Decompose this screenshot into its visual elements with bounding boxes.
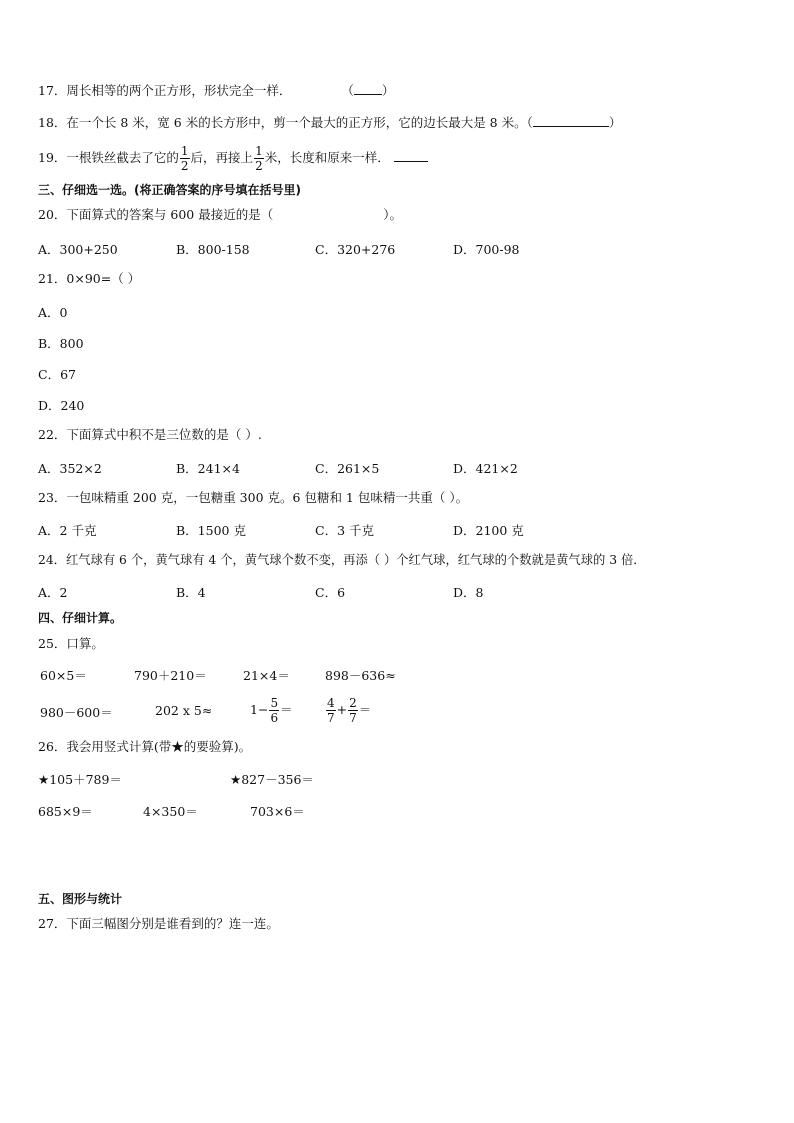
question-27: 27．下面三幅图分别是谁看到的？连一连。 — [38, 916, 279, 931]
vertical-calc-4: 4×350＝ — [143, 804, 198, 819]
q24-option-a[interactable]: A．2 — [38, 585, 68, 600]
oral-calc-8: $\frac{4}{7}$ + $\frac{2}{7}$ ＝ — [327, 696, 372, 725]
q24-option-b[interactable]: B．4 — [176, 585, 206, 600]
q20-option-a[interactable]: A．300+250 — [38, 242, 118, 257]
fraction-five-sixths: $\frac{5}{6}$ — [270, 696, 279, 725]
oral-calc-3: 21×4＝ — [243, 668, 290, 683]
q20-option-c[interactable]: C．320+276 — [315, 242, 396, 257]
oral-calc-6: 202 x 5≈ — [155, 703, 213, 718]
section-3-title: 三、仔细选一选。(将正确答案的序号填在括号里) — [38, 183, 301, 197]
oral-calc-2: 790＋210＝ — [134, 668, 207, 683]
q20-option-b[interactable]: B．800-158 — [176, 242, 250, 257]
fraction-one-half: $\frac{1}{2}$ — [255, 144, 263, 173]
question-19: 19．一根铁丝截去了它的 $\frac{1}{2}$ 后，再接上 $\frac{1}{2}$ 米，长度和原来一样． — [38, 142, 428, 174]
oral-calc-5: 980－600＝ — [40, 705, 113, 720]
question-21: 21．0×90=（ ） — [38, 271, 141, 286]
q23-option-b[interactable]: B．1500 克 — [176, 523, 246, 538]
question-22: 22．下面算式中积不是三位数的是（ ）. — [38, 427, 262, 442]
vertical-calc-3: 685×9＝ — [38, 804, 93, 819]
vertical-calc-1: ★105＋789＝ — [38, 772, 122, 787]
oral-calc-1: 60×5＝ — [40, 668, 87, 683]
q22-option-b[interactable]: B．241×4 — [176, 461, 240, 476]
q23-option-c[interactable]: C．3 千克 — [315, 523, 374, 538]
oral-calc-4: 898－636≈ — [325, 668, 396, 683]
q22-option-d[interactable]: D．421×2 — [453, 461, 518, 476]
q21-option-a[interactable]: A．0 — [38, 305, 68, 320]
question-24: 24．红气球有 6 个，黄气球有 4 个，黄气球个数不变，再添（ ）个红气球，红气球的个数就是黄气球的 3 倍． — [38, 553, 646, 567]
answer-blank-18[interactable] — [533, 115, 609, 127]
section-5-title: 五、图形与统计 — [38, 892, 123, 906]
answer-blank-19[interactable] — [394, 150, 428, 162]
q24-option-d[interactable]: D．8 — [453, 585, 484, 600]
q24-option-c[interactable]: C．6 — [315, 585, 346, 600]
fraction-four-sevenths: $\frac{4}{7}$ — [327, 696, 335, 725]
q22-option-a[interactable]: A．352×2 — [38, 461, 102, 476]
question-20: 20．下面算式的答案与 600 最接近的是（ ）。 — [38, 207, 402, 222]
question-26: 26．我会用竖式计算(带★的要验算)。 — [38, 739, 252, 754]
oral-calc-7: 1− $\frac{5}{6}$ ＝ — [250, 696, 293, 725]
q23-option-d[interactable]: D．2100 克 — [453, 523, 524, 538]
fraction-two-sevenths: $\frac{2}{7}$ — [349, 696, 357, 725]
q21-option-c[interactable]: C．67 — [38, 367, 76, 382]
q21-option-d[interactable]: D．240 — [38, 398, 85, 413]
question-25: 25．口算。 — [38, 636, 104, 651]
question-23: 23．一包味精重 200 克，一包糖重 300 克。6 包糖和 1 包味精一共重（ ）。 — [38, 490, 469, 505]
q22-option-c[interactable]: C．261×5 — [315, 461, 380, 476]
question-18: 18．在一个长 8 米，宽 6 米的长方形中，剪一个最大的正方形，它的边长最大是 8 米。（ ） — [38, 115, 622, 130]
q21-option-b[interactable]: B．800 — [38, 336, 84, 351]
section-4-title: 四、仔细计算。 — [38, 611, 123, 625]
vertical-calc-5: 703×6＝ — [250, 804, 305, 819]
vertical-calc-2: ★827－356＝ — [230, 772, 314, 787]
question-17: 17．周长相等的两个正方形，形状完全一样． （ ） — [38, 83, 395, 98]
answer-blank-17[interactable] — [354, 83, 382, 95]
q23-option-a[interactable]: A．2 千克 — [38, 523, 97, 538]
fraction-one-half: $\frac{1}{2}$ — [180, 144, 189, 173]
q20-option-d[interactable]: D．700-98 — [453, 242, 520, 257]
